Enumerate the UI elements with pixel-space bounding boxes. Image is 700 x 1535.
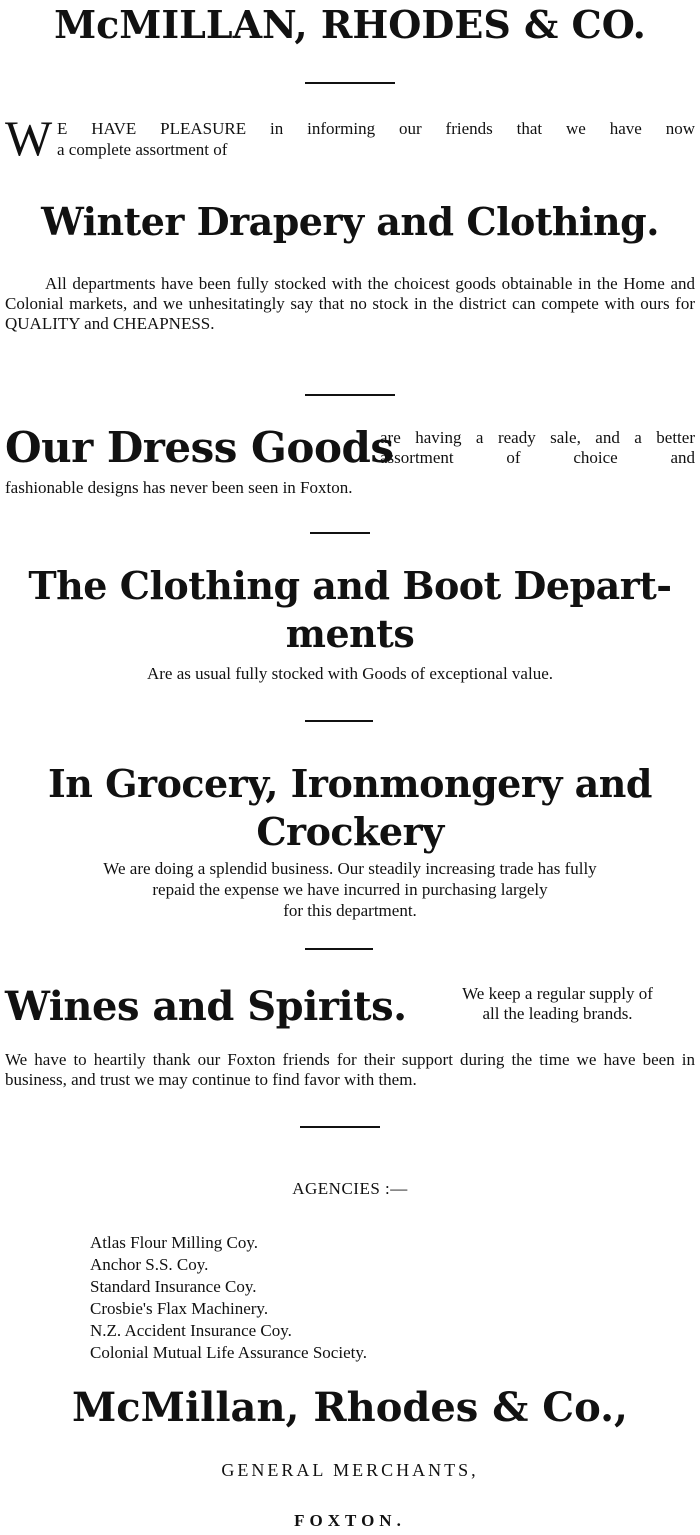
divider-rule [310, 532, 370, 534]
agency-item: Atlas Flour Milling Coy. [90, 1233, 258, 1252]
agency-item: Colonial Mutual Life Assurance Society. [90, 1343, 367, 1362]
agency-item: Standard Insurance Coy. [90, 1277, 257, 1296]
footer-town: FOXTON. [294, 1511, 406, 1530]
drop-cap: W [5, 110, 53, 166]
divider-rule [305, 394, 395, 396]
grocery-heading-line: Crockery [256, 809, 444, 854]
intro-text [57, 118, 695, 160]
footer-subtitle: GENERAL MERCHANTS, [221, 1460, 479, 1480]
agency-item: Anchor S.S. Coy. [90, 1255, 209, 1274]
agencies-label: AGENCIES :— [292, 1179, 408, 1198]
grocery-text-line: repaid the expense we have incurred in purchasing largely [152, 880, 548, 899]
clothing-heading [0, 562, 700, 658]
grocery-text [0, 858, 700, 921]
winter-text: All departments have been fully stocked with the choicest goods obtainable in the Home and Colonial markets, and we unhesitatingly say that no stock in the district can compete with ours for QUALITY and CHEAPNESS. [5, 274, 695, 333]
winter-heading: Winter Drapery and Clothing. [41, 199, 659, 244]
page-title: McMILLAN, RHODES & CO. [54, 2, 646, 47]
footer-company-name: McMillan, Rhodes & Co., [72, 1384, 628, 1431]
clothing-heading-line: ments [285, 611, 415, 656]
grocery-heading-line: In Grocery, Ironmongery and [47, 761, 653, 806]
agencies-list [90, 1232, 367, 1364]
divider-rule [305, 720, 373, 722]
wines-heading: Wines and Spirits. [5, 983, 407, 1030]
dress-heading: Our Dress Goods [5, 423, 394, 472]
grocery-text-line: for this department. [283, 901, 417, 920]
intro-text-line: a complete assortment of [57, 140, 228, 159]
clothing-heading-line: The Clothing and Boot Depart- [28, 563, 672, 608]
wines-side-line: We keep a regular supply of [462, 984, 653, 1003]
divider-rule [300, 1126, 380, 1128]
agency-item: Crosbie's Flax Machinery. [90, 1299, 269, 1318]
divider-rule [305, 948, 373, 950]
dress-side-text: are having a ready sale, and a better assortment of choice and [380, 428, 695, 467]
wines-side-text [420, 984, 695, 1024]
thanks-text: We have to heartily thank our Foxton friends for their support during the time we have been in business, and trust we may continue to find favor with them. [5, 1050, 695, 1089]
divider-rule [305, 82, 395, 84]
wines-side-line: all the leading brands. [482, 1004, 633, 1023]
clothing-text: Are as usual fully stocked with Goods of exceptional value. [146, 664, 553, 683]
grocery-heading [0, 760, 700, 856]
grocery-text-line: We are doing a splendid business. Our steadily increasing trade has fully [103, 859, 597, 878]
dress-rest-text: fashionable designs has never been seen in Foxton. [5, 478, 353, 497]
agency-item: N.Z. Accident Insurance Coy. [90, 1321, 292, 1340]
intro-text-line: E HAVE PLEASURE in informing our friends that we have now [57, 119, 695, 138]
